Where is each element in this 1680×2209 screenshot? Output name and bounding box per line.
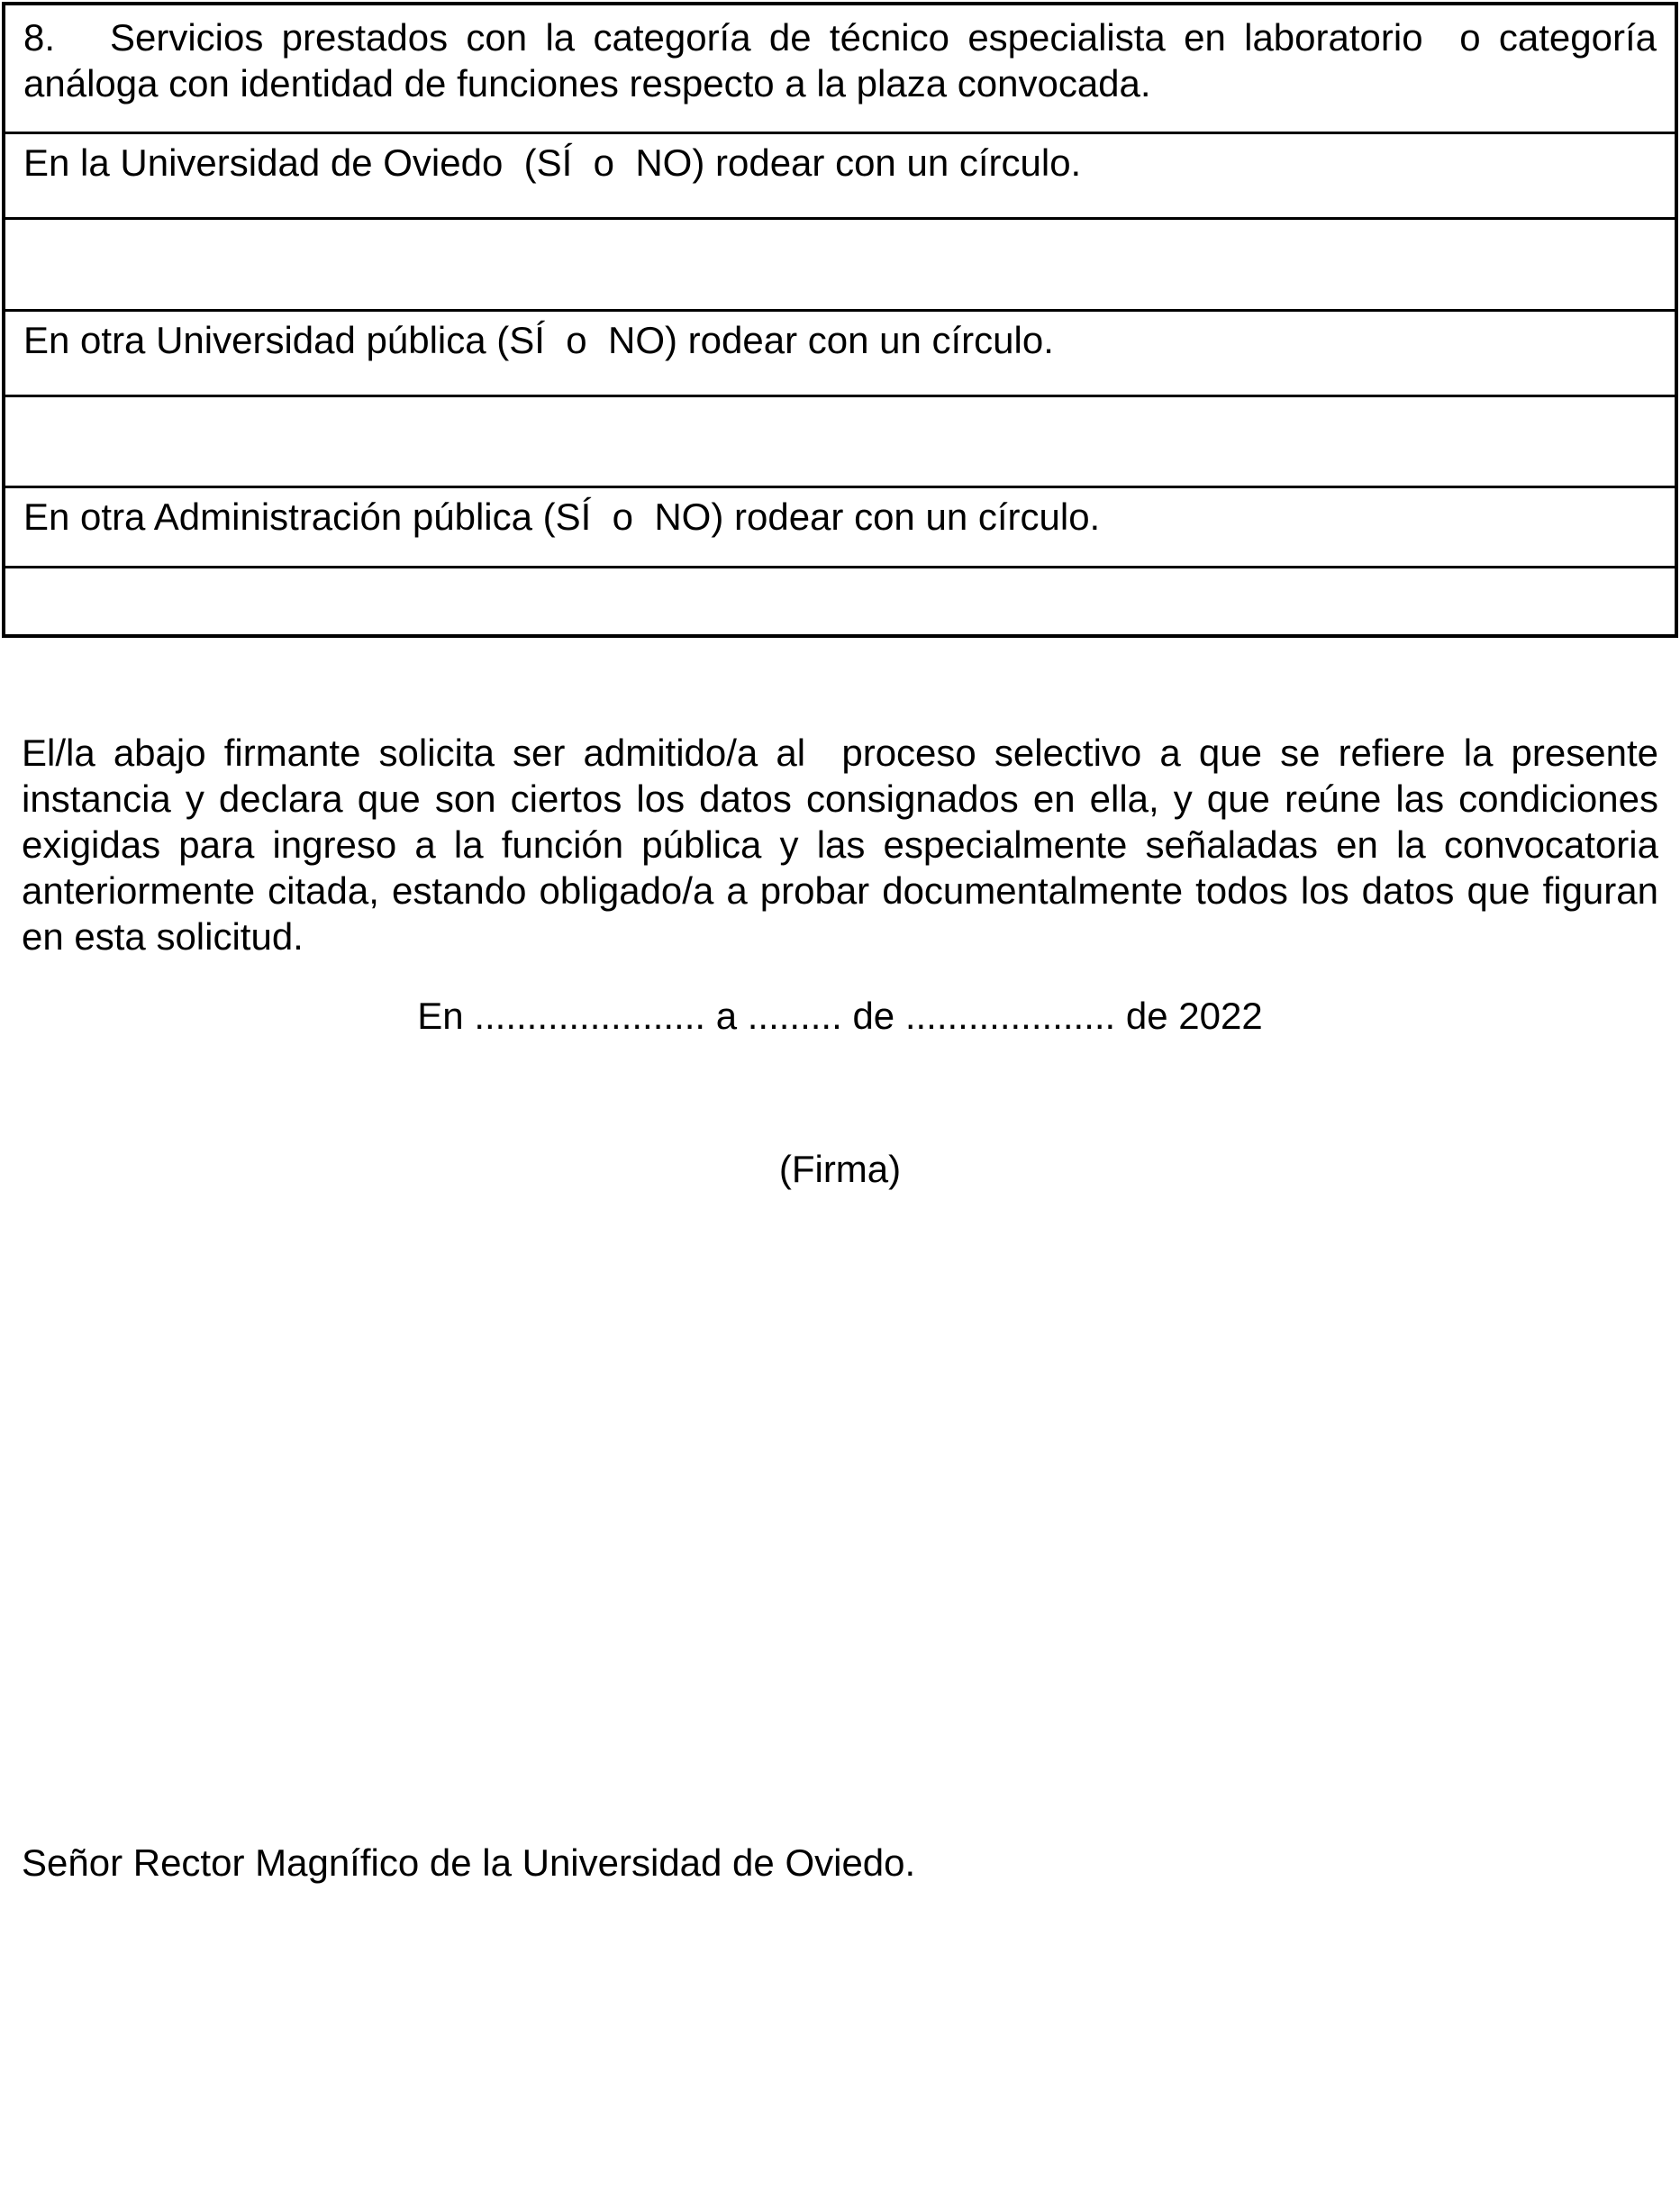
declaration-paragraph [22,730,1658,959]
table-row-services-item-8 [5,5,1675,132]
date-fill-in-line: En ...................... a ......... de .................... de 2022 [417,995,1263,1037]
declaration-line-2: instancia y declara que son ciertos los datos consignados en ella, y que reúne las condiciones [22,777,1658,820]
declaration-line-5: en esta solicitud. [22,915,304,958]
declaration-line-1: El/la abajo firmante solicita ser admitido/a al proceso selectivo a que se refiere la presente [22,732,1658,774]
otra-administracion-label: En otra Administración pública (SÍ o NO) rodear con un círculo. [23,495,1101,538]
table-row-empty-2 [5,395,1675,486]
services-item-8-line2: análoga con identidad de funciones respecto a la plaza convocada. [23,62,1151,105]
services-table [2,2,1678,638]
table-row-universidad-oviedo [5,132,1675,217]
table-row-empty-3 [5,566,1675,634]
signature-label: (Firma) [778,1148,902,1190]
services-item-8-line1: 8. Servicios prestados con la categoría de técnico especialista en laboratorio o categoría [23,16,1657,59]
table-row-otra-administracion [5,486,1675,566]
table-row-otra-universidad [5,309,1675,395]
declaration-line-3: exigidas para ingreso a la función pública y las especialmente señaladas en la convocatoria [22,823,1658,866]
otra-universidad-label: En otra Universidad pública (SÍ o NO) rodear con un círculo. [23,319,1054,361]
universidad-oviedo-label: En la Universidad de Oviedo (SÍ o NO) rodear con un círculo. [23,141,1082,184]
table-row-empty-1 [5,217,1675,309]
addressee-line: Señor Rector Magnífico de la Universidad de Oviedo. [22,1841,916,1884]
declaration-line-4: anteriormente citada, estando obligado/a a probar documentalmente todos los datos que figuran [22,869,1658,912]
